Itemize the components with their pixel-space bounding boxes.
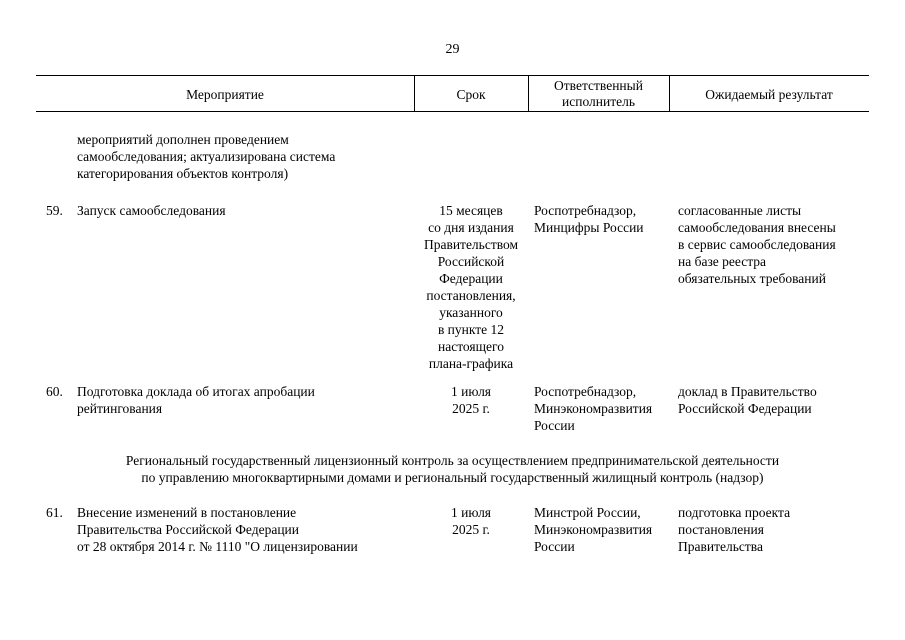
text-line: обязательных требований: [678, 271, 826, 286]
header-result: Ожидаемый результат: [705, 87, 833, 102]
row-number: 59.: [46, 203, 63, 218]
text-line: подготовка проекта: [678, 505, 791, 520]
text-line: доклад в Правительство: [678, 384, 817, 399]
text-line: 2025 г.: [452, 522, 490, 537]
table-header-top-rule: [36, 75, 869, 76]
row-number: 60.: [46, 384, 63, 399]
text-line: на базе реестра: [678, 254, 767, 269]
row-term: [414, 202, 528, 372]
continuation-text: [77, 131, 335, 182]
text-line: Роспотребнадзор,: [534, 203, 637, 218]
header-executor-line: исполнитель: [562, 94, 635, 109]
text-line: Федерации: [439, 271, 503, 286]
text-line: Российской Федерации: [678, 401, 812, 416]
row-term: [414, 383, 528, 417]
text-line: Минэкономразвития: [534, 401, 653, 416]
text-line: Внесение изменений в постановление: [77, 505, 297, 520]
text-line: 1 июля: [450, 505, 492, 520]
section-heading: [0, 452, 905, 486]
text-line: Подготовка доклада об итогах апробации: [77, 384, 315, 399]
text-line: рейтингования: [77, 401, 163, 416]
row-executor: [534, 504, 652, 555]
text-line: Запуск самообследования: [77, 203, 226, 218]
text-line: Минстрой России,: [534, 505, 641, 520]
text-line: России: [534, 418, 575, 433]
text-line: 1 июля: [450, 384, 492, 399]
text-line: Роспотребнадзор,: [534, 384, 637, 399]
text-line: плана-графика: [428, 356, 514, 371]
text-line: России: [534, 539, 575, 554]
row-result: [678, 504, 790, 555]
text-line: от 28 октября 2014 г. № 1110 "О лицензировании: [77, 539, 358, 554]
text-line: 2025 г.: [452, 401, 490, 416]
header-executor: [528, 78, 669, 110]
text-line: 15 месяцев: [439, 203, 503, 218]
text-line: согласованные листы: [678, 203, 802, 218]
header-activity: Мероприятие: [186, 87, 264, 102]
row-activity: [77, 202, 226, 219]
text-line: настоящего: [438, 339, 504, 354]
text-line: по управлению многоквартирными домами и региональный государственный жилищный контроль (надзор): [141, 470, 764, 485]
text-line: постановления: [678, 522, 764, 537]
text-line: в пункте 12: [437, 322, 505, 337]
text-line: со дня издания: [428, 220, 514, 235]
text-line: Минцифры России: [534, 220, 644, 235]
row-term: [414, 504, 528, 538]
text-line: Региональный государственный лицензионный контроль за осуществлением предпринимательской деятельности: [125, 453, 780, 468]
text-line: самообследования внесены: [678, 220, 836, 235]
text-line: Правительства Российской Федерации: [77, 522, 299, 537]
row-result: [678, 202, 836, 287]
text-line: постановления,: [426, 288, 516, 303]
row-result: [678, 383, 817, 417]
table-header-bottom-rule: [36, 111, 869, 112]
text-line: Правительства: [678, 539, 763, 554]
page-number: 29: [445, 42, 460, 57]
header-term: Срок: [456, 87, 486, 102]
row-executor: [534, 383, 652, 434]
text-line: Правительством: [423, 237, 519, 252]
header-executor-line: Ответственный: [554, 78, 643, 93]
text-line: Минэкономразвития: [534, 522, 653, 537]
row-activity: [77, 504, 358, 555]
text-line: Российской: [437, 254, 505, 269]
text-line: самообследования; актуализирована система: [77, 149, 336, 164]
text-line: категорирования объектов контроля): [77, 166, 289, 181]
text-line: в сервис самообследования: [678, 237, 836, 252]
row-activity: [77, 383, 315, 417]
text-line: мероприятий дополнен проведением: [77, 132, 289, 147]
row-executor: [534, 202, 644, 236]
text-line: указанного: [439, 305, 503, 320]
row-number: 61.: [46, 505, 63, 520]
